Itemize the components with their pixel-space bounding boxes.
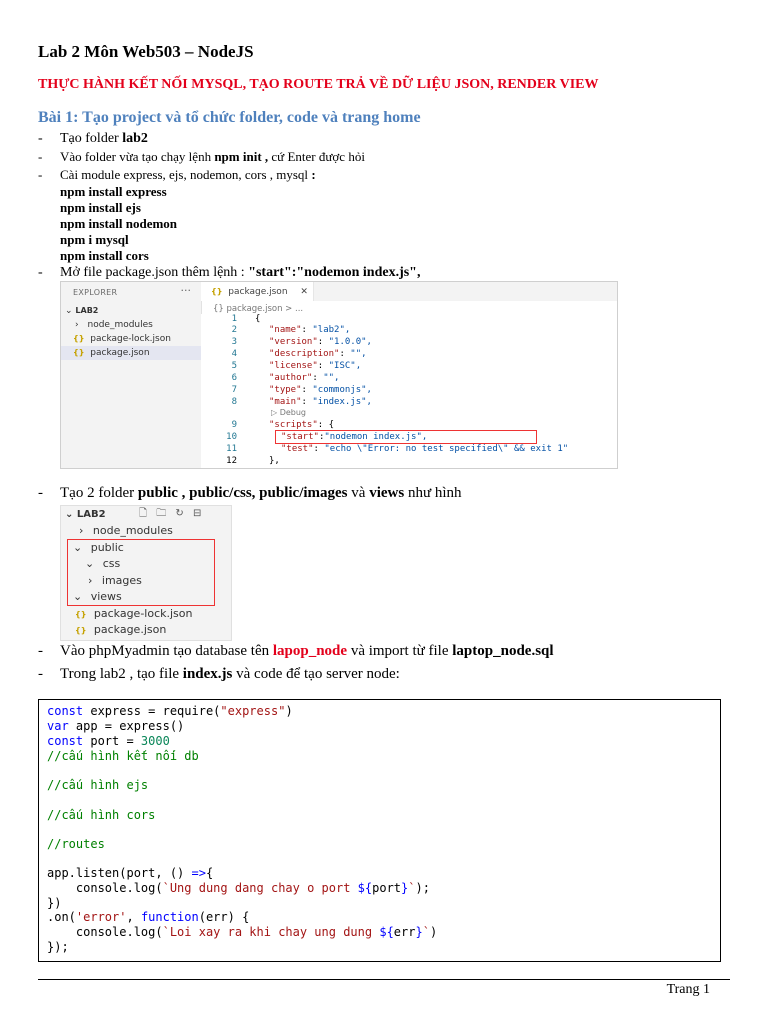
- more-icon: ···: [180, 284, 191, 297]
- code-block: [38, 699, 721, 962]
- explorer-item: ⌄ css: [85, 557, 121, 570]
- line-number: 9: [231, 420, 237, 430]
- code-line: .on('error', function(err) {: [47, 910, 250, 924]
- section-heading: Bài 1: Tạo project và tổ chức folder, code và trang home: [38, 109, 421, 126]
- collapse-icon: ⊟: [193, 508, 202, 519]
- code-comment: //cấu hình ejs: [47, 778, 149, 792]
- code-comment: //cấu hình kết nối db: [47, 749, 199, 763]
- explorer-root: ⌄ LAB2: [65, 509, 106, 520]
- bullet-index-js: - Trong lab2 , tạo file index.js và code để tạo server node:: [38, 666, 400, 682]
- json-file-icon: {}: [73, 334, 85, 343]
- code-line: const port = 3000: [47, 734, 170, 748]
- vscode-screenshot: [60, 281, 618, 469]
- bullet-create-folders: - Tạo 2 folder public , public/css, public/images và views như hình: [38, 485, 462, 501]
- command-line: npm install express: [60, 184, 167, 199]
- explorer-item: {} package.json: [61, 346, 201, 360]
- code-line: "type": "commonjs",: [269, 385, 372, 395]
- command-line: npm install nodemon: [60, 216, 178, 231]
- code-line: app.listen(port, () =>{: [47, 866, 214, 880]
- explorer-root: ⌄ LAB2: [65, 306, 99, 316]
- json-file-icon: {}: [73, 348, 85, 357]
- code-line: "author": "",: [269, 373, 340, 383]
- code-line: "test": "echo \"Error: no test specified\" && exit 1": [281, 444, 569, 454]
- explorer-item: › node_modules: [75, 320, 153, 330]
- chevron-down-icon: ⌄: [85, 557, 95, 570]
- chevron-right-icon: ›: [79, 524, 84, 537]
- code-comment: //routes: [47, 837, 105, 851]
- bullet-npm-init: - Vào folder vừa tạo chạy lệnh npm init , cứ Enter được hỏi: [38, 149, 365, 164]
- chevron-right-icon: ›: [88, 574, 93, 587]
- code-line: console.log(`Ung dung dang chay o port ${port}`);: [47, 881, 430, 895]
- explorer-screenshot: [60, 505, 232, 641]
- code-line: console.log(`Loi xay ra khi chay ung dung ${err}`): [47, 925, 438, 939]
- bullet-phpmyadmin: - Vào phpMyadmin tạo database tên lapop_node và import từ file laptop_node.sql: [38, 643, 554, 659]
- footer-divider: [38, 979, 730, 980]
- highlight-box: [67, 539, 215, 606]
- explorer-item: {} package-lock.json: [73, 334, 171, 344]
- json-file-icon: {}: [75, 610, 87, 619]
- explorer-item: {} package-lock.json: [75, 607, 193, 620]
- chevron-down-icon: ⌄: [73, 590, 83, 603]
- refresh-icon: ↻: [175, 508, 184, 519]
- json-file-icon: {}: [75, 626, 87, 635]
- explorer-toolbar: [139, 506, 201, 522]
- chevron-down-icon: ⌄: [65, 509, 74, 520]
- line-number: 6: [231, 373, 237, 383]
- tab-package-json: {} package.json ✕: [201, 282, 314, 301]
- explorer-title: EXPLORER: [73, 288, 118, 297]
- bullet-package-json: - Mở file package.json thêm lệnh : "start":"nodemon index.js",: [38, 265, 421, 280]
- page-subtitle: THỰC HÀNH KẾT NỐI MYSQL, TẠO ROUTE TRẢ VỀ DỮ LIỆU JSON, RENDER VIEW: [38, 77, 599, 92]
- code-line: var app = express(): [47, 719, 185, 733]
- explorer-item: ⌄ public: [73, 541, 124, 554]
- page-number: Trang 1: [666, 982, 710, 997]
- line-number: 8: [231, 397, 237, 407]
- explorer-item: {} package.json: [75, 623, 167, 636]
- line-number: 1: [231, 314, 237, 324]
- code-line: "version": "1.0.0",: [269, 337, 372, 347]
- explorer-panel: [61, 282, 202, 468]
- command-line: npm i mysql: [60, 232, 129, 247]
- command-line: npm install cors: [60, 248, 149, 263]
- code-editor: [201, 314, 617, 468]
- explorer-item: ⌄ views: [73, 590, 122, 603]
- code-line: "scripts": {: [269, 420, 335, 430]
- line-number: 2: [231, 325, 237, 335]
- bullet-create-folder: - Tạo folder lab2: [38, 131, 148, 146]
- bullet-install-modules: - Cài module express, ejs, nodemon, cors , mysql :: [38, 167, 316, 182]
- page-title: Lab 2 Môn Web503 – NodeJS: [38, 42, 254, 61]
- code-line: "license": "ISC",: [269, 361, 362, 371]
- line-number: 4: [231, 349, 237, 359]
- line-number: 12: [226, 456, 237, 466]
- new-folder-icon: 🗀: [156, 508, 167, 519]
- explorer-item: › images: [88, 574, 142, 587]
- new-file-icon: 🗋: [139, 508, 148, 519]
- chevron-down-icon: ⌄: [73, 541, 83, 554]
- code-line: "name": "lab2",: [269, 325, 351, 335]
- chevron-down-icon: ⌄: [65, 306, 73, 316]
- code-line: const express = require("express"): [47, 704, 293, 718]
- line-number: 10: [226, 432, 237, 442]
- line-number: 3: [231, 337, 237, 347]
- highlight-box: [275, 430, 537, 444]
- code-line: },: [269, 456, 280, 466]
- close-icon: ✕: [300, 287, 308, 297]
- code-line: "description": "",: [269, 349, 367, 359]
- code-line: "start":"nodemon index.js",: [281, 432, 428, 442]
- json-file-icon: {}: [211, 287, 223, 296]
- debug-codelens: ▷ Debug: [271, 408, 307, 417]
- line-number: 11: [226, 444, 237, 454]
- explorer-item: › node_modules: [79, 524, 173, 537]
- command-line: npm install ejs: [60, 200, 141, 215]
- breadcrumb: {} package.json > ...: [213, 304, 304, 314]
- code-line: }): [47, 896, 62, 910]
- line-number: 7: [231, 385, 237, 395]
- code-line: "main": "index.js",: [269, 397, 372, 407]
- code-line: {: [255, 314, 261, 324]
- code-comment: //cấu hình cors: [47, 808, 156, 822]
- chevron-right-icon: ›: [75, 320, 79, 330]
- code-line: });: [47, 940, 69, 954]
- line-number: 5: [231, 361, 237, 371]
